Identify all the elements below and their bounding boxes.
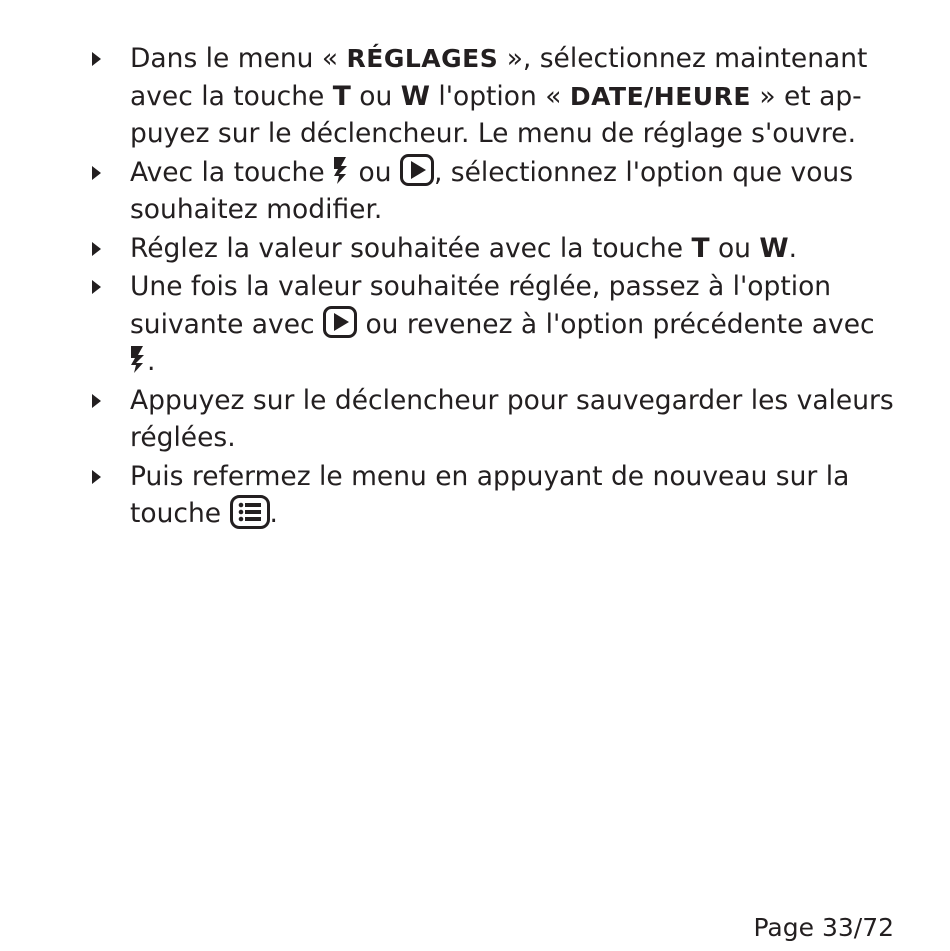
instruction-text: , sélectionnez l'option que vous souhaitez modifier. [130, 156, 854, 225]
play-button-icon [323, 306, 357, 338]
flash-icon [130, 345, 147, 374]
menu-button-icon [230, 495, 270, 529]
instruction-text: . [269, 498, 278, 529]
play-button-icon [400, 154, 434, 186]
instruction-text: Une fois la valeur souhaitée réglée, passez à l'option suivante avec [130, 271, 832, 340]
instruction-text: ou [350, 156, 400, 188]
instruction-list [90, 40, 900, 533]
instruction-item-2 [90, 154, 900, 229]
bullet-arrow-icon [92, 470, 101, 484]
bullet-arrow-icon [92, 242, 101, 256]
bullet-arrow-icon [92, 166, 101, 180]
menu-name-date-heure: DATE/HEURE [569, 81, 751, 111]
key-w: W [759, 232, 789, 264]
instruction-text: Réglez la valeur souhaitée avec la touche [130, 232, 692, 264]
instruction-text: Avec la touche [130, 156, 334, 188]
instruction-item-3 [90, 230, 900, 268]
instruction-text: Puis refermez le menu en appuyant de nouveau sur la touche [130, 460, 850, 529]
instruction-text: ou [709, 232, 760, 264]
bullet-arrow-icon [92, 394, 101, 408]
menu-name-reglages: RÉGLAGES [346, 44, 499, 73]
instruction-text: ou revenez à l'option précédente avec [357, 308, 875, 340]
key-t: T [332, 80, 351, 112]
instruction-text: Appuyez sur le déclencheur pour sauvegarder les valeurs réglées. [130, 384, 894, 453]
instruction-text: », sélectionnez maintenant avec la touche [130, 43, 868, 112]
key-w: W [400, 80, 430, 112]
instruction-item-5 [90, 382, 900, 457]
instruction-text: l'option « [429, 80, 570, 112]
page-number: Page 33/72 [753, 913, 894, 942]
instruction-item-6 [90, 458, 900, 533]
bullet-arrow-icon [92, 52, 101, 66]
instruction-text: Dans le menu « [130, 43, 347, 74]
key-t: T [691, 232, 710, 264]
instruction-text: . [788, 232, 798, 264]
instruction-item-1 [90, 40, 900, 153]
instruction-text: ou [350, 80, 401, 112]
instruction-text: » et appuyez sur le déclencheur. Le menu de réglage s'ouvre. [130, 80, 862, 149]
instruction-text: . [147, 346, 156, 377]
flash-icon [333, 156, 350, 185]
instruction-item-4 [90, 268, 900, 381]
bullet-arrow-icon [92, 280, 101, 294]
instructions-content [90, 40, 900, 534]
